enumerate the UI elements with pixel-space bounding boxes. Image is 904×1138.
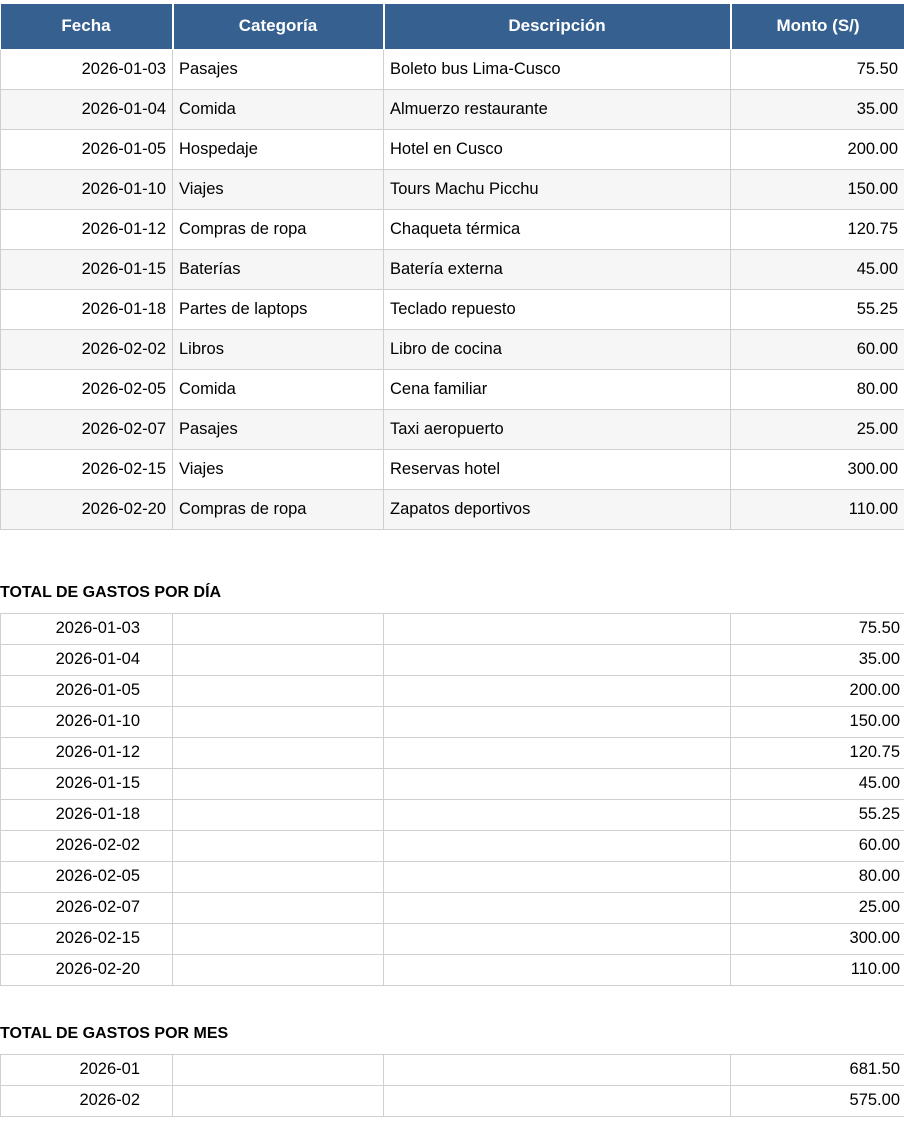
- expense-row[interactable]: [1, 329, 904, 369]
- cell-fecha[interactable]: 2026-02-05: [1, 369, 173, 409]
- table-header-row: [1, 4, 904, 49]
- cell-descripcion[interactable]: Teclado repuesto: [384, 289, 731, 329]
- expense-row[interactable]: [1, 209, 904, 249]
- expense-row[interactable]: [1, 449, 904, 489]
- cell-monto[interactable]: 75.50: [731, 49, 904, 89]
- section-title-totals-by-day: TOTAL DE GASTOS POR DÍA: [0, 585, 904, 601]
- cell-descripcion[interactable]: [384, 861, 731, 892]
- cell-descripcion[interactable]: [384, 737, 731, 768]
- cell-categoria[interactable]: Viajes: [173, 449, 384, 489]
- cell-fecha[interactable]: 2026-02: [1, 1085, 173, 1116]
- cell-categoria[interactable]: [173, 923, 384, 954]
- cell-monto[interactable]: 80.00: [731, 861, 904, 892]
- totals-by-day-table: [0, 613, 904, 986]
- cell-monto[interactable]: 200.00: [731, 129, 904, 169]
- day-total-row[interactable]: [1, 737, 904, 768]
- cell-categoria[interactable]: Comida: [173, 89, 384, 129]
- cell-descripcion[interactable]: [384, 830, 731, 861]
- totals-by-month-body: [1, 1054, 904, 1116]
- cell-descripcion[interactable]: [384, 1085, 731, 1116]
- cell-monto[interactable]: 35.00: [731, 644, 904, 675]
- cell-categoria[interactable]: [173, 706, 384, 737]
- cell-monto[interactable]: 120.75: [731, 737, 904, 768]
- cell-fecha[interactable]: 2026-02-15: [1, 449, 173, 489]
- column-header-categoria[interactable]: Categoría: [173, 4, 384, 49]
- cell-categoria[interactable]: Viajes: [173, 169, 384, 209]
- cell-descripcion[interactable]: Almuerzo restaurante: [384, 89, 731, 129]
- cell-fecha[interactable]: 2026-01-15: [1, 768, 173, 799]
- cell-fecha[interactable]: 2026-02-05: [1, 861, 173, 892]
- cell-monto[interactable]: 300.00: [731, 923, 904, 954]
- cell-descripcion[interactable]: [384, 675, 731, 706]
- cell-monto[interactable]: 25.00: [731, 892, 904, 923]
- cell-categoria[interactable]: [173, 644, 384, 675]
- cell-fecha[interactable]: 2026-01-18: [1, 799, 173, 830]
- cell-categoria[interactable]: Pasajes: [173, 49, 384, 89]
- cell-descripcion[interactable]: [384, 644, 731, 675]
- cell-categoria[interactable]: Compras de ropa: [173, 209, 384, 249]
- cell-monto[interactable]: 120.75: [731, 209, 904, 249]
- cell-monto[interactable]: 45.00: [731, 249, 904, 289]
- cell-categoria[interactable]: [173, 1085, 384, 1116]
- cell-fecha[interactable]: 2026-02-20: [1, 489, 173, 529]
- expense-row[interactable]: [1, 169, 904, 209]
- expense-row[interactable]: [1, 369, 904, 409]
- expense-row[interactable]: [1, 49, 904, 89]
- cell-monto[interactable]: 35.00: [731, 89, 904, 129]
- cell-fecha[interactable]: 2026-01: [1, 1054, 173, 1085]
- cell-categoria[interactable]: [173, 675, 384, 706]
- cell-monto[interactable]: 60.00: [731, 329, 904, 369]
- cell-descripcion[interactable]: Hotel en Cusco: [384, 129, 731, 169]
- cell-descripcion[interactable]: Batería externa: [384, 249, 731, 289]
- cell-categoria[interactable]: [173, 954, 384, 985]
- expense-row[interactable]: [1, 129, 904, 169]
- cell-descripcion[interactable]: [384, 1054, 731, 1085]
- day-total-row[interactable]: [1, 675, 904, 706]
- cell-descripcion[interactable]: Libro de cocina: [384, 329, 731, 369]
- column-header-descripcion[interactable]: Descripción: [384, 4, 731, 49]
- spacer-after-day-table: [0, 986, 904, 1026]
- cell-fecha[interactable]: 2026-01-03: [1, 613, 173, 644]
- expense-row[interactable]: [1, 249, 904, 289]
- day-total-row[interactable]: [1, 706, 904, 737]
- totals-by-day-body: [1, 613, 904, 985]
- cell-categoria[interactable]: [173, 861, 384, 892]
- cell-descripcion[interactable]: [384, 923, 731, 954]
- cell-fecha[interactable]: 2026-02-15: [1, 923, 173, 954]
- column-header-monto[interactable]: Monto (S/): [731, 4, 904, 49]
- cell-monto[interactable]: 110.00: [731, 489, 904, 529]
- day-total-row[interactable]: [1, 799, 904, 830]
- cell-fecha[interactable]: 2026-01-10: [1, 169, 173, 209]
- cell-descripcion[interactable]: [384, 954, 731, 985]
- cell-fecha[interactable]: 2026-01-10: [1, 706, 173, 737]
- cell-monto[interactable]: 80.00: [731, 369, 904, 409]
- cell-fecha[interactable]: 2026-02-02: [1, 830, 173, 861]
- cell-fecha[interactable]: 2026-01-05: [1, 675, 173, 706]
- day-total-row[interactable]: [1, 830, 904, 861]
- cell-fecha[interactable]: 2026-01-04: [1, 644, 173, 675]
- spacer-after-detail-table: [0, 530, 904, 585]
- cell-descripcion[interactable]: [384, 799, 731, 830]
- cell-monto[interactable]: 110.00: [731, 954, 904, 985]
- cell-categoria[interactable]: Pasajes: [173, 409, 384, 449]
- expenses-detail-table: [0, 4, 904, 530]
- cell-monto[interactable]: 45.00: [731, 768, 904, 799]
- cell-monto[interactable]: 25.00: [731, 409, 904, 449]
- cell-descripcion[interactable]: [384, 706, 731, 737]
- cell-descripcion[interactable]: [384, 613, 731, 644]
- cell-monto[interactable]: 55.25: [731, 799, 904, 830]
- expenses-table-body: [1, 49, 904, 529]
- cell-descripcion[interactable]: Chaqueta térmica: [384, 209, 731, 249]
- cell-descripcion[interactable]: Tours Machu Picchu: [384, 169, 731, 209]
- cell-fecha[interactable]: 2026-02-02: [1, 329, 173, 369]
- cell-monto[interactable]: 681.50: [731, 1054, 904, 1085]
- cell-categoria[interactable]: [173, 892, 384, 923]
- cell-categoria[interactable]: [173, 768, 384, 799]
- cell-descripcion[interactable]: Cena familiar: [384, 369, 731, 409]
- column-header-fecha[interactable]: Fecha: [1, 4, 173, 49]
- cell-categoria[interactable]: Partes de laptops: [173, 289, 384, 329]
- cell-fecha[interactable]: 2026-01-05: [1, 129, 173, 169]
- cell-descripcion[interactable]: Boleto bus Lima-Cusco: [384, 49, 731, 89]
- cell-descripcion[interactable]: Reservas hotel: [384, 449, 731, 489]
- cell-categoria[interactable]: Libros: [173, 329, 384, 369]
- cell-monto[interactable]: 300.00: [731, 449, 904, 489]
- day-total-row[interactable]: [1, 861, 904, 892]
- spacer-month-title: [0, 1042, 904, 1054]
- totals-by-month-table: [0, 1054, 904, 1117]
- cell-fecha[interactable]: 2026-01-03: [1, 49, 173, 89]
- expense-row[interactable]: [1, 89, 904, 129]
- day-total-row[interactable]: [1, 768, 904, 799]
- cell-monto[interactable]: 55.25: [731, 289, 904, 329]
- section-title-totals-by-month: TOTAL DE GASTOS POR MES: [0, 1026, 904, 1042]
- cell-fecha[interactable]: 2026-02-07: [1, 892, 173, 923]
- cell-fecha[interactable]: 2026-01-12: [1, 737, 173, 768]
- spacer-day-title: [0, 601, 904, 613]
- cell-categoria[interactable]: Comida: [173, 369, 384, 409]
- cell-descripcion[interactable]: Taxi aeropuerto: [384, 409, 731, 449]
- expenses-table-header: [1, 4, 904, 49]
- cell-fecha[interactable]: 2026-01-04: [1, 89, 173, 129]
- month-total-row[interactable]: [1, 1085, 904, 1116]
- cell-monto[interactable]: 75.50: [731, 613, 904, 644]
- cell-monto[interactable]: 575.00: [731, 1085, 904, 1116]
- cell-fecha[interactable]: 2026-02-20: [1, 954, 173, 985]
- day-total-row[interactable]: [1, 923, 904, 954]
- day-total-row[interactable]: [1, 892, 904, 923]
- cell-categoria[interactable]: [173, 799, 384, 830]
- cell-categoria[interactable]: Hospedaje: [173, 129, 384, 169]
- day-total-row[interactable]: [1, 954, 904, 985]
- cell-categoria[interactable]: Baterías: [173, 249, 384, 289]
- day-total-row[interactable]: [1, 613, 904, 644]
- month-total-row[interactable]: [1, 1054, 904, 1085]
- cell-categoria[interactable]: [173, 613, 384, 644]
- cell-categoria[interactable]: [173, 737, 384, 768]
- cell-fecha[interactable]: 2026-01-18: [1, 289, 173, 329]
- expense-row[interactable]: [1, 409, 904, 449]
- cell-fecha[interactable]: 2026-01-12: [1, 209, 173, 249]
- cell-categoria[interactable]: Compras de ropa: [173, 489, 384, 529]
- expense-row[interactable]: [1, 289, 904, 329]
- cell-monto[interactable]: 150.00: [731, 169, 904, 209]
- cell-monto[interactable]: 60.00: [731, 830, 904, 861]
- cell-categoria[interactable]: [173, 830, 384, 861]
- cell-descripcion[interactable]: [384, 892, 731, 923]
- cell-descripcion[interactable]: Zapatos deportivos: [384, 489, 731, 529]
- spreadsheet-sheet: [0, 4, 904, 1138]
- cell-categoria[interactable]: [173, 1054, 384, 1085]
- day-total-row[interactable]: [1, 644, 904, 675]
- expense-row[interactable]: [1, 489, 904, 529]
- cell-fecha[interactable]: 2026-02-07: [1, 409, 173, 449]
- cell-monto[interactable]: 200.00: [731, 675, 904, 706]
- cell-descripcion[interactable]: [384, 768, 731, 799]
- cell-fecha[interactable]: 2026-01-15: [1, 249, 173, 289]
- cell-monto[interactable]: 150.00: [731, 706, 904, 737]
